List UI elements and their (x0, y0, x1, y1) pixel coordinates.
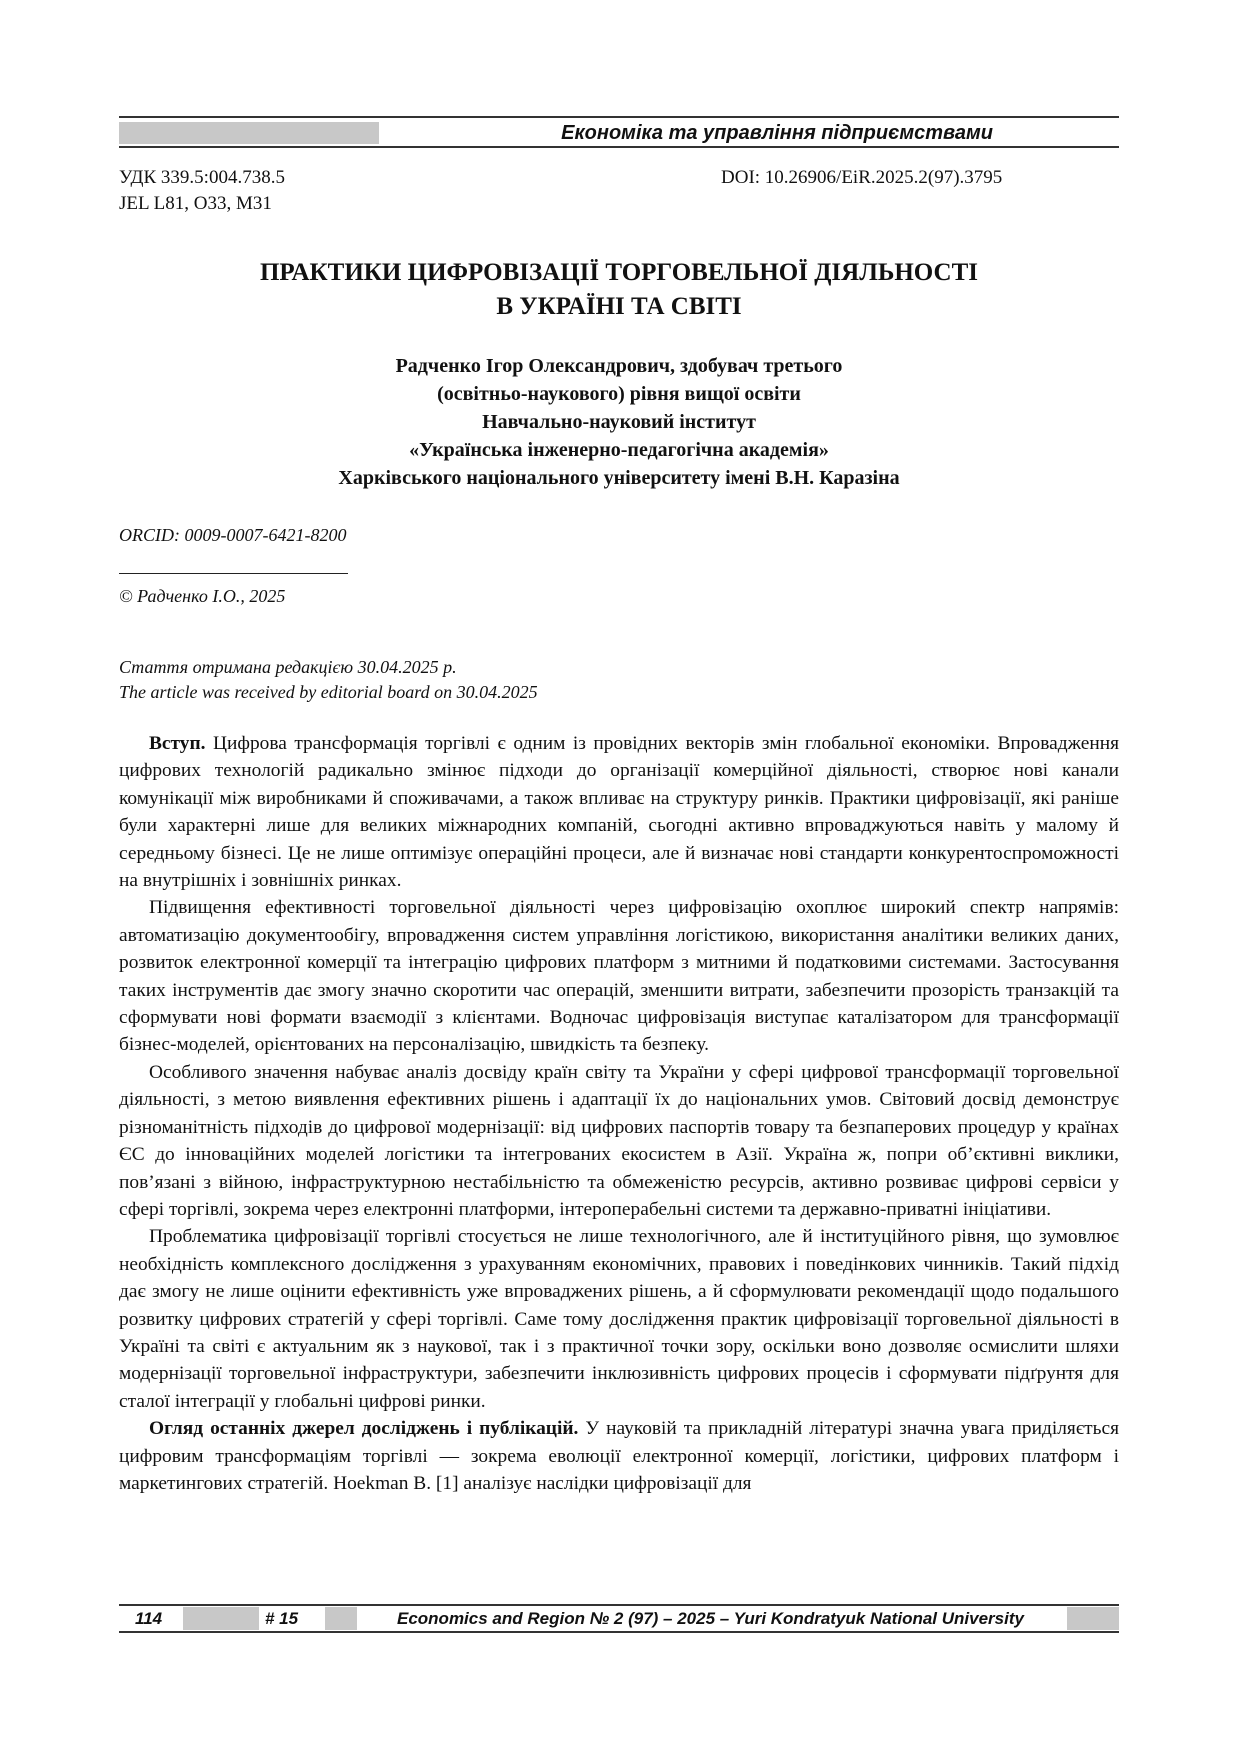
footer-gray-block (325, 1607, 357, 1630)
issue-number: # 15 (265, 1609, 299, 1628)
header-top-rule (119, 116, 1119, 118)
page-number: 114 (135, 1609, 163, 1628)
doi-link[interactable]: DOI: 10.26906/EiR.2025.2(97).3795 (721, 167, 1003, 188)
author-name: Радченко Ігор Олександрович, здобувач третього (395, 355, 843, 377)
header-gray-block (119, 122, 379, 144)
author-degree: (освітньо-наукового) рівня вищої освіти (437, 383, 801, 405)
paragraph-4: Проблематика цифровізації торгівлі стосується не лише технологічного, але й інституційного рівня, що зумовлює необхідність комплексного дослідження з урахуванням економічних, правових і поведінкових чинників. Такий підхід дає змогу не лише оцінити ефективність уже впроваджених рішень, а й сформулювати рекомендації щодо подальшого розвитку цифрових стратегій у сфері торгівлі. Саме тому дослідження практик цифровізації торговельної діяльності в Україні та світі є актуальним як з наукової, так і з практичної точки зору, оскільки воно дозволяє осмислити шляхи модернізації торговельної інфраструктури, забезпечити інклюзивність цифрових процесів і сформувати підґрунтя для сталої інтеграції у глобальні цифрові ринки. (119, 1226, 1119, 1412)
footer-bottom-rule (119, 1631, 1119, 1633)
journal-citation: Economics and Region № 2 (97) – 2025 – Yuri Kondratyuk National University (397, 1609, 1024, 1628)
introduction-heading: Вступ. (149, 733, 206, 754)
journal-section-title: Економіка та управління підприємствами (561, 122, 993, 144)
author-university: Харківського національного університету імені В.Н. Каразіна (338, 467, 900, 489)
footnote-rule (119, 573, 348, 574)
jel-codes: JEL L81, O33, M31 (119, 193, 272, 214)
introduction-text: Цифрова трансформація торгівлі є одним із провідних векторів змін глобальної економіки. Впровадження цифрових технологій радикально змінює підходи до організації комерційної діяльності, створює нові канали комунікації між виробниками й споживачами, а також впливає на структуру ринків. Практики цифровізації, які раніше були характерні лише для великих міжнародних компаній, сьогодні активно впроваджуються навіть у малому й середньому бізнесі. Це не лише оптимізує операційні процеси, але й визначає нові стандарти конкурентоспроможності на внутрішніх і зовнішніх ринках. (119, 733, 1119, 892)
received-date-ua: Стаття отримана редакцією 30.04.2025 р. (119, 657, 457, 677)
paragraph-literature-review (119, 1415, 1119, 1497)
paragraph-2: Підвищення ефективності торговельної діяльності через цифровізацію охоплює широкий спектр напрямів: автоматизацію документообігу, впровадження систем управління логістикою, використання аналітики великих даних, розвиток електронної комерції та інтеграцію цифрових платформ з митними й податковими системами. Застосування таких інструментів дає змогу значно скоротити час операцій, зменшити витрати, забезпечити прозорість транзакцій та сформувати нові формати взаємодії з клієнтами. Водночас цифровізація виступає каталізатором для трансформації бізнес-моделей, орієнтованих на персоналізацію, швидкість та безпеку. (119, 897, 1119, 1056)
copyright-notice: © Радченко І.О., 2025 (119, 586, 286, 606)
paragraph-3: Особливого значення набуває аналіз досвіду країн світу та України у сфері цифрової трансформації торговельної діяльності, з метою виявлення ефективних рішень і адаптації їх до національних умов. Світовий досвід демонструє різноманітність підходів до цифрової модернізації: від цифрових паспортів товару та безпаперових процедур у країнах ЄС до інноваційних моделей логістики та інтегрованих екосистем в Азії. Україна ж, попри об’єктивні виклики, пов’язані з війною, інфраструктурною нестабільністю та обмеженістю ресурсів, активно розвиває цифрові сервіси у сфері торгівлі, зокрема через електронні платформи, інтероперабельні системи та державно-приватні ініціативи. (119, 1061, 1119, 1220)
literature-review-text: У науковій та прикладній літературі значна увага приділяється цифровим трансформаціям торгівлі — зокрема еволюції електронної комерції, логістики, цифрових платформ і маркетингових стратегій. Hoekman B. [1] аналізує наслідки цифровізації для (119, 1418, 1119, 1494)
article-title-line-2: В УКРАЇНІ ТА СВІТІ (496, 293, 742, 320)
received-date-en: The article was received by editorial board on 30.04.2025 (119, 682, 538, 702)
running-footer (119, 1606, 1119, 1631)
header-bottom-rule (119, 146, 1119, 148)
article-body (119, 730, 1119, 1497)
footer-gray-block (183, 1607, 259, 1630)
running-header (119, 120, 1119, 146)
article-title-line-1: ПРАКТИКИ ЦИФРОВІЗАЦІЇ ТОРГОВЕЛЬНОЇ ДІЯЛЬНОСТІ (259, 259, 979, 286)
udc-code: УДК 339.5:004.738.5 (119, 167, 285, 188)
author-institute: Навчально-науковий інститут (482, 411, 756, 433)
literature-review-heading: Огляд останніх джерел досліджень і публікацій. (149, 1418, 579, 1440)
paragraph-introduction (119, 730, 1119, 894)
footer-gray-block (1067, 1607, 1119, 1630)
orcid-link[interactable]: ORCID: 0009-0007-6421-8200 (119, 525, 347, 545)
author-academy: «Українська інженерно-педагогічна академія» (409, 439, 829, 461)
